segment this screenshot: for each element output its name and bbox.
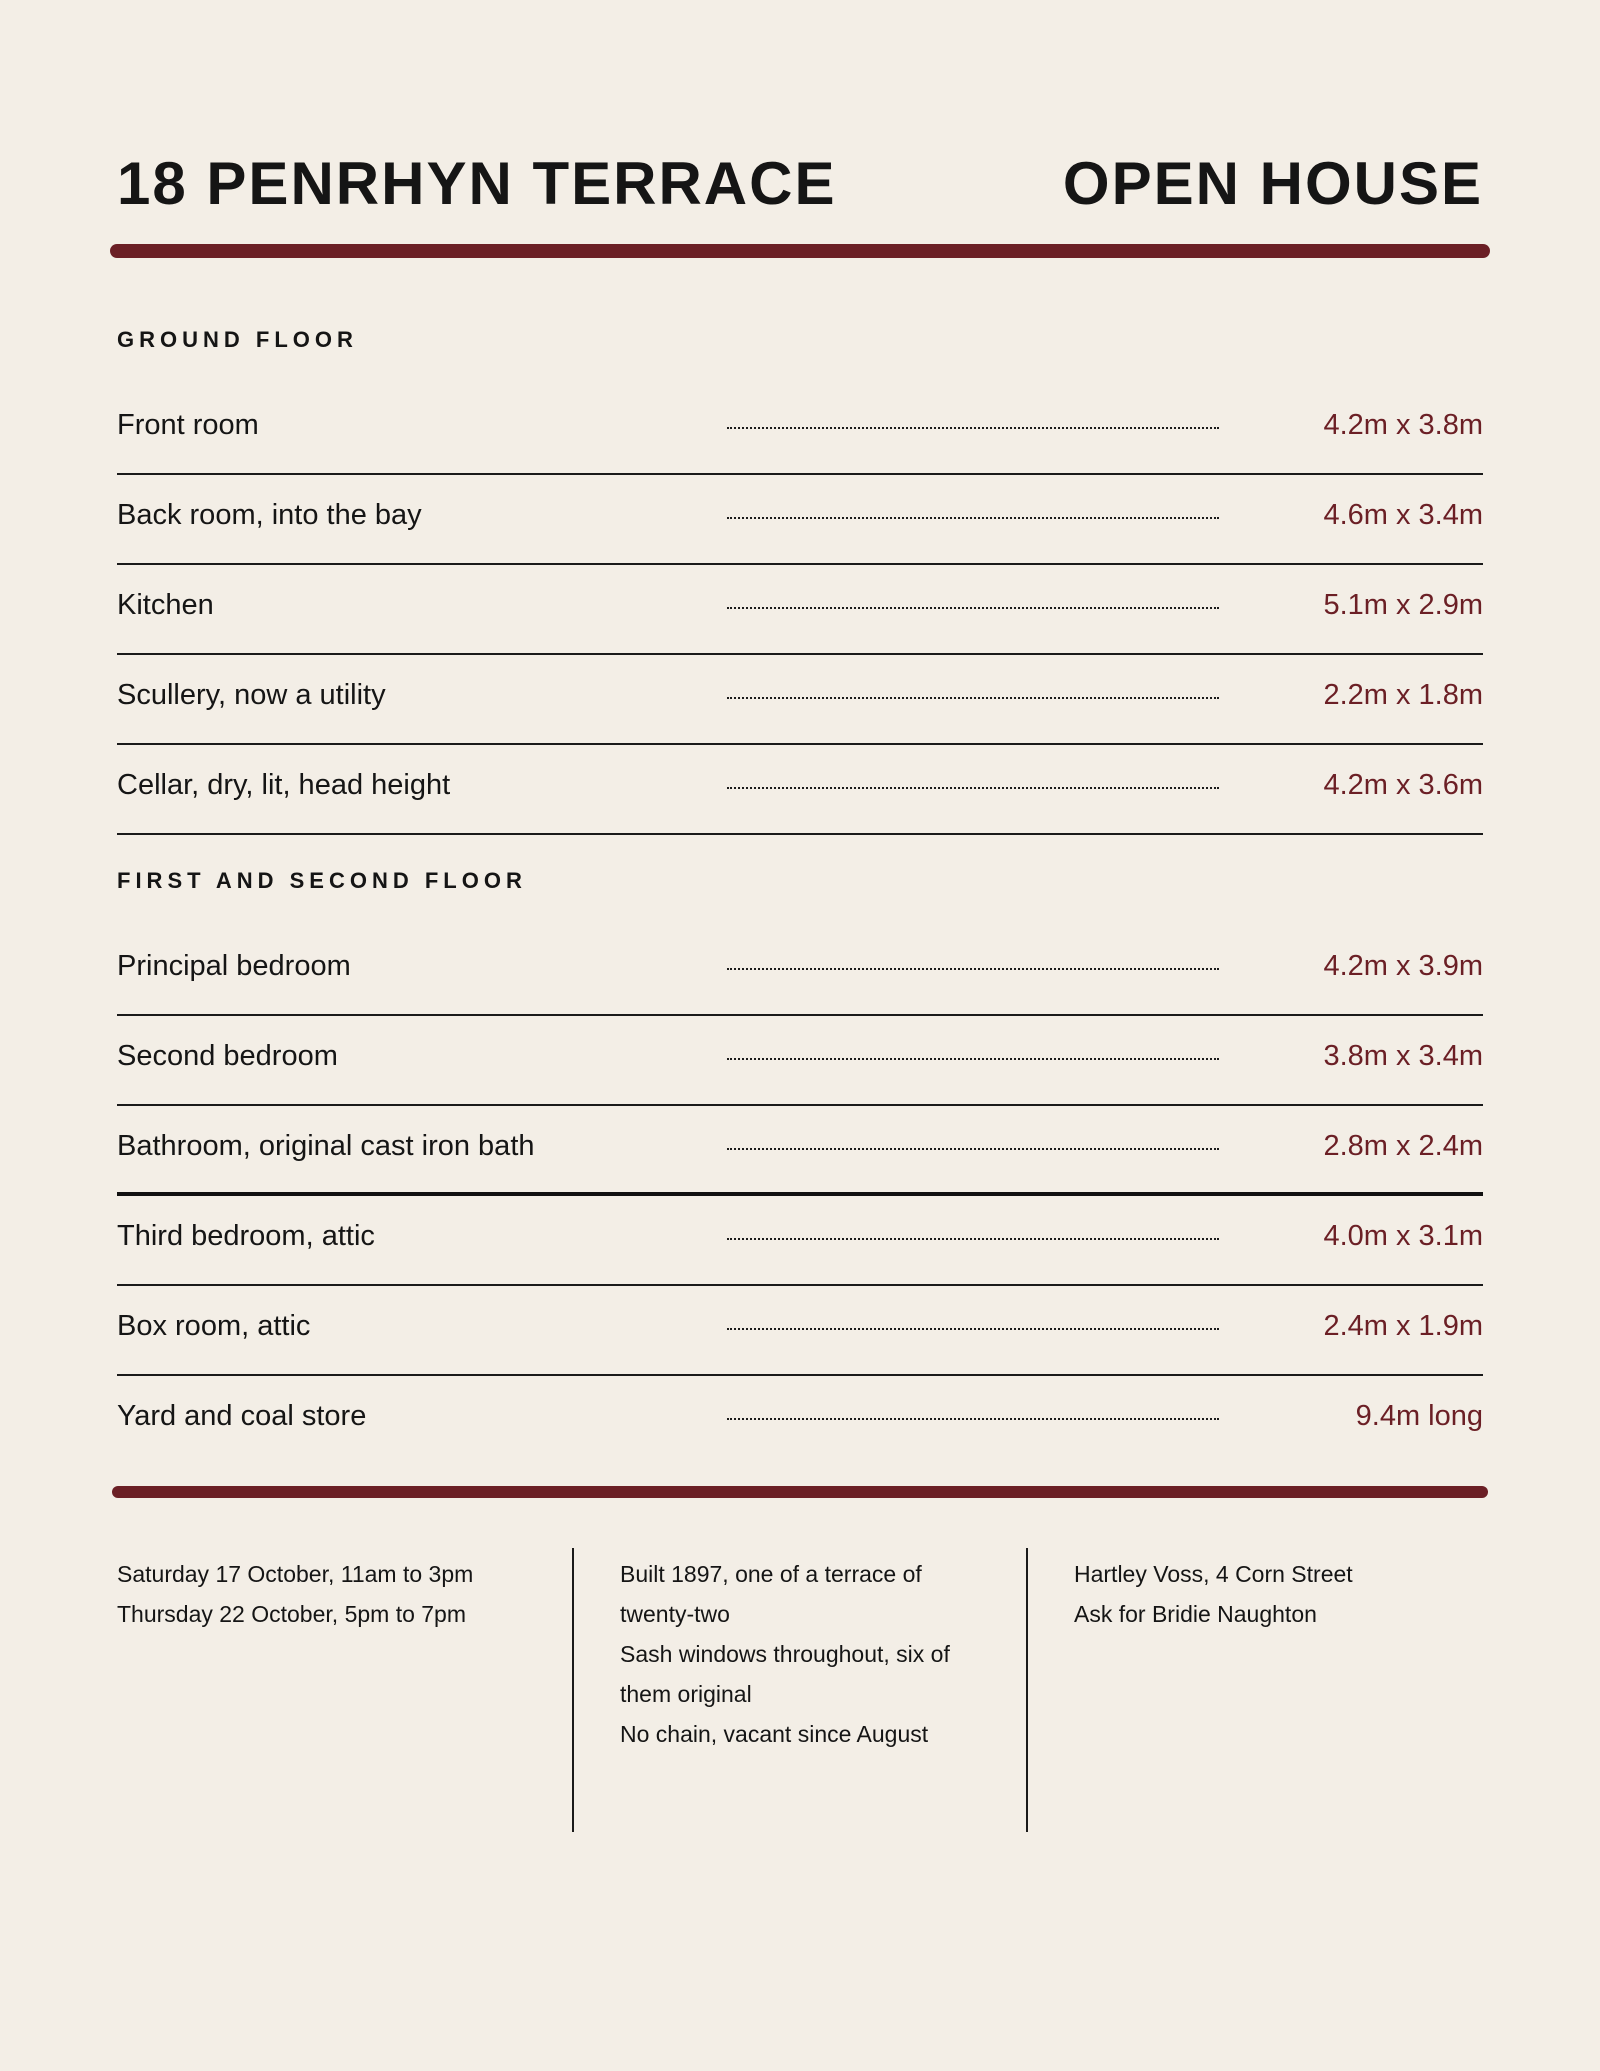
dot-leader [727,1238,1219,1240]
room-row [117,1106,1483,1196]
room-row [117,1286,1483,1376]
room-size: 2.8m x 2.4m [1323,1130,1483,1162]
room-row [117,1376,1483,1466]
detail-line: Built 1897, one of a terrace of [620,1561,922,1587]
dot-leader [727,427,1219,429]
room-list-upper-floors [117,926,1483,1466]
room-size: 5.1m x 2.9m [1323,589,1483,621]
dot-leader [727,1328,1219,1330]
section-label-ground-floor: GROUND FLOOR [117,327,358,352]
dot-leader [727,1058,1219,1060]
room-row [117,565,1483,655]
room-name: Yard and coal store [117,1400,367,1432]
room-name: Box room, attic [117,1310,311,1342]
dot-leader [727,968,1219,970]
viewing-time: Saturday 17 October, 11am to 3pm [117,1561,474,1587]
dot-leader [727,1418,1219,1420]
event-title: OPEN HOUSE [1062,150,1483,217]
detail-line: Sash windows throughout, six of [620,1641,950,1667]
room-size: 2.2m x 1.8m [1323,679,1483,711]
section-label-upper-floors: FIRST AND SECOND FLOOR [117,868,527,893]
footer [117,1548,1483,1826]
room-size: 4.0m x 3.1m [1323,1220,1483,1252]
room-size: 4.2m x 3.8m [1323,409,1483,441]
top-divider [110,244,1490,258]
room-size: 4.2m x 3.6m [1323,769,1483,801]
viewing-time: Thursday 22 October, 5pm to 7pm [117,1601,467,1627]
room-name: Bathroom, original cast iron bath [117,1130,535,1162]
room-row [117,655,1483,745]
agent-contact [1026,1548,1474,1832]
room-size: 4.2m x 3.9m [1323,950,1483,982]
agent-line: Ask for Bridie Naughton [1074,1601,1317,1627]
room-name: Cellar, dry, lit, head height [117,769,451,801]
header [117,148,1483,228]
detail-line: twenty-two [620,1601,730,1627]
property-address: 18 PENRHYN TERRACE [117,150,837,217]
room-name: Second bedroom [117,1040,338,1072]
room-name: Kitchen [117,589,214,621]
room-row [117,745,1483,835]
room-name: Scullery, now a utility [117,679,386,711]
dot-leader [727,1148,1219,1150]
room-row [117,1196,1483,1286]
room-row [117,475,1483,565]
room-name: Third bedroom, attic [117,1220,375,1252]
agent-line: Hartley Voss, 4 Corn Street [1074,1561,1353,1587]
room-row [117,1016,1483,1106]
property-details [572,1548,1020,1832]
room-row [117,926,1483,1016]
room-name: Front room [117,409,259,441]
room-row [117,385,1483,475]
dot-leader [727,607,1219,609]
dot-leader [727,517,1219,519]
room-list-ground-floor [117,385,1483,835]
room-size: 3.8m x 3.4m [1323,1040,1483,1072]
bottom-divider [112,1486,1488,1498]
room-name: Principal bedroom [117,950,351,982]
detail-line: No chain, vacant since August [620,1721,929,1747]
room-size: 9.4m long [1355,1400,1483,1432]
room-name: Back room, into the bay [117,499,422,531]
detail-line: them original [620,1681,752,1707]
viewing-times [117,1548,557,1832]
room-size: 2.4m x 1.9m [1323,1310,1483,1342]
dot-leader [727,697,1219,699]
dot-leader [727,787,1219,789]
room-size: 4.6m x 3.4m [1323,499,1483,531]
